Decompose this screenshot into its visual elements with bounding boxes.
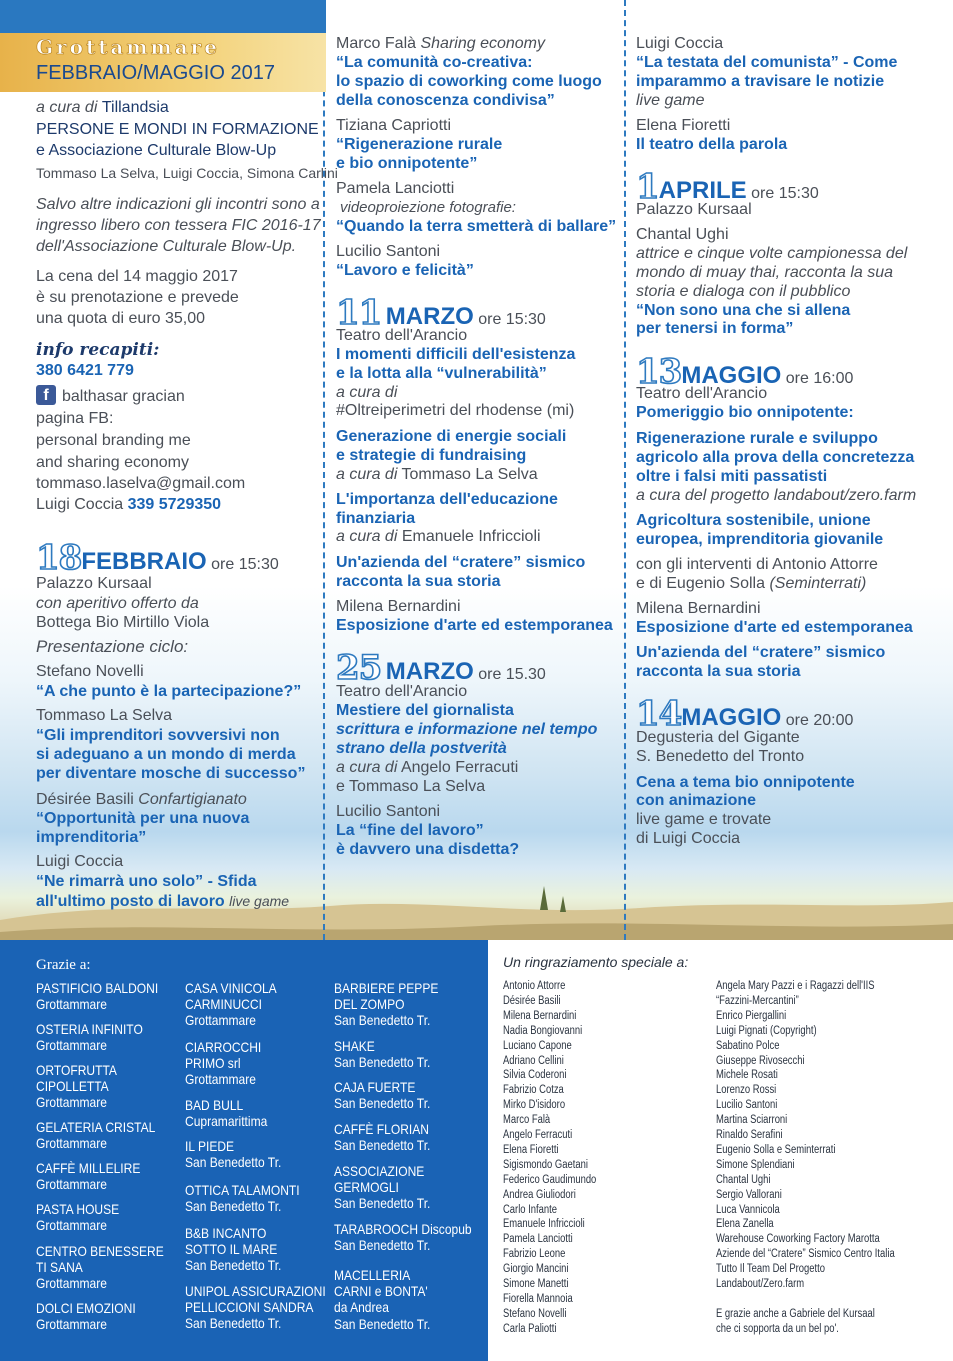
special-thanks-item: Sergio Vallorani (716, 1188, 782, 1201)
mar25-speaker: Lucilio Santoni (336, 803, 441, 820)
mar11-w1: Un'azienda del “cratere” sismico (336, 554, 586, 571)
sponsor-location: Grottammare (36, 996, 107, 1012)
may13-a2: europea, imprenditoria giovanile (636, 531, 884, 548)
sponsor-location: Grottammare (36, 1094, 107, 1110)
may13-m-name: Milena Bernardini (636, 600, 761, 617)
mar11-x-title: Esposizione d'arte ed estemporanea (336, 617, 613, 634)
facebook-page-2: personal branding me (36, 432, 191, 449)
event-feb-aperitivo-1: con aperitivo offerto da (36, 595, 199, 612)
sponsor-location: San Benedetto Tr. (185, 1257, 282, 1273)
event-feb-header: 18FEBBRAIO ore 15:30 (36, 538, 279, 578)
special-thanks-item: Sigismondo Gaetani (503, 1158, 588, 1171)
special-thanks-title: Un ringraziamento speciale a: (503, 954, 689, 970)
sponsor-name: TARABROOCH Discopub (334, 1221, 472, 1237)
sponsor-location: Grottammare (36, 1135, 107, 1151)
special-thanks-item: Luigi Pignati (Copyright) (716, 1024, 817, 1037)
feb-speaker-3: Désirée Basili Confartigianato (36, 791, 247, 808)
mar11-title-1: I momenti difficili dell'esistenza (336, 346, 576, 363)
may14-live-2: di Luigi Coccia (636, 830, 741, 847)
sponsor-name: B&B INCANTO (185, 1225, 267, 1241)
apr-venue: Palazzo Kursaal (636, 201, 752, 218)
mar11-u2: e strategie di fundraising (336, 447, 527, 464)
m2-title-1: “Rigenerazione rurale (336, 136, 503, 153)
special-thanks-item: Fabrizio Cotza (503, 1084, 564, 1097)
may14-title-1: Cena a tema bio onnipotente (636, 774, 855, 791)
sponsor-name: MACELLERIA (334, 1267, 411, 1283)
thanks-title: Grazie a: (36, 957, 91, 973)
special-thanks-item: Martina Sciarroni (716, 1114, 788, 1127)
special-thanks-item: Chantal Ughi (716, 1173, 771, 1186)
special-thanks-item: Andrea Giuliodori (503, 1188, 576, 1201)
special-thanks-item: Silvia Coderoni (503, 1069, 567, 1082)
event-mar25-header: 25 MARZO ore 15.30 (336, 648, 546, 688)
event-apr-header: 1APRILE ore 15:30 (636, 167, 819, 207)
special-thanks-item: Angela Mary Pazzi e i Ragazzi dell'IIS (716, 980, 875, 992)
mar25-title-3: strano della postverità (336, 740, 507, 757)
mar11-v1: L'importanza dell'educazione (336, 491, 558, 508)
intro-org1: PERSONE E MONDI IN FORMAZIONE (36, 121, 319, 138)
mar11-title-2: e la lotta alla “vulnerabilità” (336, 365, 547, 382)
special-thanks-item: Lucilio Santoni (716, 1099, 778, 1112)
period-title: FEBBRAIO/MAGGIO 2017 (36, 62, 275, 84)
facebook-name: balthasar gracian (62, 388, 185, 405)
sponsor-location: Grottammare (185, 1071, 256, 1087)
special-thanks-item: Pamela Lanciotti (503, 1233, 573, 1246)
special-thanks-item: Luciano Capone (503, 1039, 572, 1052)
m1-title-2: lo spazio di coworking come luogo (336, 73, 602, 90)
sponsor-name: CARNI e BONTA' (334, 1283, 428, 1299)
mar25-venue: Teatro dell'Arancio (336, 683, 468, 700)
m4-name: Lucilio Santoni (336, 243, 441, 260)
sponsor-location: San Benedetto Tr. (185, 1198, 282, 1214)
sponsor-location: Grottammare (36, 1217, 107, 1233)
special-thanks-item: Warehouse Coworking Factory Marotta (716, 1233, 880, 1246)
sponsor-name: ORTOFRUTTA (36, 1062, 117, 1078)
feb-title-2c: per diventare mosche di successo” (36, 765, 306, 782)
apr-desc-3: storia e dialoga con il pubblico (636, 283, 851, 300)
sponsor-name: CAJA FUERTE (334, 1079, 416, 1095)
sponsor-name: DEL ZOMPO (334, 996, 405, 1012)
contact-email[interactable]: tommaso.laselva@gmail.com (36, 475, 246, 492)
sponsor-name: CIPOLLETTA (36, 1078, 109, 1094)
mar25-s-title-1: La “fine del lavoro” (336, 822, 484, 839)
intro-note-1: Salvo altre indicazioni gli incontri sono a (36, 196, 320, 213)
sponsor-location: Grottammare (36, 1275, 107, 1291)
special-thanks-item: Emanuele Infriccioli (503, 1218, 585, 1231)
contact-2: Luigi Coccia 339 5729350 (36, 496, 222, 513)
column-divider-1 (323, 0, 325, 940)
contact-phone-1: 380 6421 779 (36, 362, 134, 379)
special-thanks-item: Michele Rosati (716, 1069, 778, 1082)
special-thanks-item: Stefano Novelli (503, 1307, 567, 1320)
m2-name: Tiziana Capriotti (336, 117, 452, 134)
special-thanks-item: Carla Paliotti (503, 1322, 557, 1335)
c3-title-2: imparammo a travisare le notizie (636, 73, 885, 90)
sponsor-location: San Benedetto Tr. (185, 1315, 282, 1331)
sponsor-name: CAFFÈ FLORIAN (334, 1121, 430, 1137)
sponsor-name: OSTERIA INFINITO (36, 1021, 143, 1037)
mar11-venue: Teatro dell'Arancio (336, 327, 468, 344)
apr-desc-1: attrice e cinque volte campionessa del (636, 245, 908, 262)
may14-live-1: live game e trovate (636, 811, 772, 828)
mar25-s-title-2: è davvero una disdetta? (336, 841, 520, 858)
special-thanks-item: Angelo Ferracuti (503, 1129, 573, 1141)
contacts-title: info recapiti: (36, 340, 160, 360)
mar11-v2: finanziaria (336, 510, 416, 527)
feb-title-4a: “Ne rimarrà uno solo” - Sfida (36, 873, 257, 890)
special-thanks-item: Rinaldo Serafini (716, 1129, 783, 1141)
sponsor-name: CAFFÈ MILLELIRE (36, 1160, 141, 1176)
may13-r1: Rigenerazione rurale e sviluppo (636, 430, 878, 447)
facebook-icon: f (36, 385, 56, 405)
may13-z2: racconta la sua storia (636, 663, 801, 680)
column-divider-2 (624, 0, 626, 940)
sponsor-name: TI SANA (36, 1259, 83, 1275)
mar11-x-name: Milena Bernardini (336, 598, 461, 615)
c3-name-1: Luigi Coccia (636, 35, 724, 52)
dinner-note-3: una quota di euro 35,00 (36, 310, 206, 327)
mar11-acura-org: #Oltreiperimetri del rhodense (mi) (336, 402, 575, 419)
feb-title-4b: all'ultimo posto di lavoro live game (36, 893, 290, 910)
sponsor-name: GELATERIA CRISTAL (36, 1119, 156, 1135)
sponsor-location: San Benedetto Tr. (334, 1054, 431, 1070)
m3-title: “Quando la terra smetterà di ballare” (336, 218, 617, 235)
special-thanks-item: Sabatino Polce (716, 1039, 780, 1052)
mar11-v-acura: a cura di Emanuele Infriccioli (336, 528, 541, 545)
apr-title-1: “Non sono una che si allena (636, 302, 851, 319)
event-feb-section: Presentazione ciclo: (36, 637, 189, 656)
sponsor-location: San Benedetto Tr. (334, 1095, 431, 1111)
dinner-note-1: La cena del 14 maggio 2017 (36, 268, 238, 285)
may13-title: Pomeriggio bio onnipotente: (636, 404, 854, 421)
mar11-u-acura: a cura di Tommaso La Selva (336, 466, 538, 483)
intro-people: Tommaso La Selva, Luigi Coccia, Simona Carlini (36, 165, 338, 181)
may14-venue-2: S. Benedetto del Tronto (636, 748, 805, 765)
may13-r2: agricolo alla prova della concretezza (636, 449, 915, 466)
sponsor-name: CIARROCCHI (185, 1039, 262, 1055)
facebook-page-3: and sharing economy (36, 454, 189, 471)
m4-title: “Lavoro e felicità” (336, 262, 474, 279)
sponsor-name: PASTA HOUSE (36, 1201, 120, 1217)
special-thanks-item: Mirko D'isidoro (503, 1099, 566, 1112)
sponsor-name: PASTIFICIO BALDONI (36, 980, 159, 996)
sponsor-name: SOTTO IL MARE (185, 1241, 278, 1257)
special-thanks-item: Marco Falà (503, 1114, 551, 1127)
may13-r3: oltre i falsi miti passatisti (636, 468, 828, 485)
special-thanks-item: Giorgio Mancini (503, 1263, 569, 1276)
special-thanks-item: Giuseppe Rivosecchi (716, 1054, 805, 1067)
special-thanks-item: Fabrizio Leone (503, 1248, 566, 1261)
sponsor-name: PELLICCIONI SANDRA (185, 1299, 314, 1315)
special-thanks-item: Fiorella Mannoia (503, 1292, 573, 1305)
sponsor-location: Cupramarittima (185, 1113, 268, 1129)
intro-note-2: ingresso libero con tessera FIC 2016-17 (36, 217, 321, 234)
feb-title-2a: “Gli imprenditori sovversivi non (36, 727, 280, 744)
may14-venue-1: Degusteria del Gigante (636, 729, 800, 746)
feb-title-1: “A che punto è la partecipazione?” (36, 683, 302, 700)
mar11-w2: racconta la sua storia (336, 573, 501, 590)
may13-c2: e di Eugenio Solla (Seminterrati) (636, 575, 867, 592)
sponsor-location: Grottammare (36, 1316, 107, 1332)
c3-title-1: “La testata del comunista” - Come (636, 54, 898, 71)
intro-org2: e Associazione Culturale Blow-Up (36, 142, 277, 159)
special-thanks-item: Adriano Cellini (503, 1054, 564, 1067)
may13-m-title: Esposizione d'arte ed estemporanea (636, 619, 913, 636)
sponsor-name: CARMINUCCI (185, 996, 262, 1012)
event-may13-header: 13MAGGIO ore 16:00 (636, 352, 854, 392)
special-thanks-item: Carlo Infante (503, 1203, 558, 1216)
may14-title-2: con animazione (636, 792, 757, 809)
feb-title-3b: imprenditoria” (36, 829, 147, 846)
event-mar11-header: 11 MARZO ore 15:30 (336, 293, 546, 333)
city-title: Grottammare (36, 35, 220, 59)
special-thanks-item: Tutto Il Team Del Progetto (716, 1263, 826, 1276)
mar11-acura: a cura di (336, 384, 398, 401)
event-feb-venue: Palazzo Kursaal (36, 575, 152, 592)
sponsor-name: UNIPOL ASSICURAZIONI (185, 1283, 326, 1299)
sponsor-location: San Benedetto Tr. (334, 1137, 431, 1153)
special-thanks-item: Simone Splendiani (716, 1158, 795, 1171)
c3-title-3: Il teatro della parola (636, 136, 788, 153)
sponsor-name: OTTICA TALAMONTI (185, 1182, 300, 1198)
special-thanks-item: Elena Fioretti (503, 1143, 559, 1156)
mar25-acura: a cura di Angelo Ferracuti (336, 759, 519, 776)
special-thanks-item: Lorenzo Rossi (716, 1084, 777, 1097)
c3-name-2: Elena Fioretti (636, 117, 731, 134)
special-thanks-item: Enrico Piergallini (716, 1009, 787, 1022)
special-thanks-item: Elena Zanella (716, 1218, 774, 1231)
sponsor-location: Grottammare (36, 1176, 107, 1192)
may13-a1: Agricoltura sostenibile, unione (636, 512, 871, 529)
facebook-page-1: pagina FB: (36, 410, 114, 427)
m1-name: Marco Falà Sharing economy (336, 35, 545, 52)
sponsor-name: BARBIERE PEPPE (334, 980, 439, 996)
m3-sub: videoproiezione fotografie: (340, 199, 516, 216)
feb-title-2b: si adeguano a un mondo di merda (36, 746, 296, 763)
sponsor-location: Grottammare (185, 1012, 256, 1028)
sponsor-location: San Benedetto Tr. (334, 1237, 431, 1253)
sponsor-name: BAD BULL (185, 1097, 244, 1113)
sponsor-name: CASA VINICOLA (185, 980, 277, 996)
mar11-u1: Generazione di energie sociali (336, 428, 567, 445)
may13-venue: Teatro dell'Arancio (636, 385, 768, 402)
dinner-note-2: è su prenotazione e prevede (36, 289, 239, 306)
special-thanks-item: “Fazzini-Mercantini” (716, 994, 799, 1007)
feb-speaker-4: Luigi Coccia (36, 853, 124, 870)
special-thanks-item: Landabout/Zero.farm (716, 1278, 805, 1290)
sponsor-name: GERMOGLI (334, 1179, 399, 1195)
feb-title-3a: “Opportunità per una nuova (36, 810, 250, 827)
may13-c1: con gli interventi di Antonio Attorre (636, 556, 878, 573)
apr-desc-2: mondo di muay thai, racconta la sua (636, 264, 894, 281)
special-thanks-item: Désirée Basili (503, 994, 561, 1007)
c3-live: live game (636, 92, 705, 109)
sponsor-location: San Benedetto Tr. (334, 1195, 431, 1211)
may13-r-acura: a cura del progetto landabout/zero.farm (636, 487, 917, 504)
sponsor-name: SHAKE (334, 1038, 375, 1054)
feb-speaker-2: Tommaso La Selva (36, 707, 173, 724)
sponsor-name: CENTRO BENESSERE (36, 1243, 164, 1259)
apr-name: Chantal Ughi (636, 226, 729, 243)
header-top-bar (0, 0, 326, 33)
sponsor-name: ASSOCIAZIONE (334, 1163, 425, 1179)
sponsor-name: DOLCI EMOZIONI (36, 1300, 136, 1316)
mar25-title-1: Mestiere del giornalista (336, 702, 514, 719)
sponsor-name: PRIMO srl (185, 1055, 241, 1071)
may13-z1: Un'azienda del “cratere” sismico (636, 644, 886, 661)
intro-note-3: dell'Associazione Culturale Blow-Up. (36, 238, 297, 255)
special-thanks-item: Aziende del “Cratere” Sismico Centro Italia (716, 1248, 895, 1261)
special-thanks-item: Antonio Attorre (503, 980, 566, 992)
feb-speaker-1: Stefano Novelli (36, 663, 144, 680)
mar25-title-2: scrittura e informazione nel tempo (336, 721, 598, 738)
special-thanks-item: Nadia Bongiovanni (503, 1024, 583, 1037)
sponsor-location: Grottammare (36, 1037, 107, 1053)
sponsor-location: San Benedetto Tr. (334, 1316, 431, 1332)
special-thanks-item: che ci sopporta da un bel po'. (716, 1322, 839, 1335)
m1-title-1: “La comunità co-creativa: (336, 54, 533, 71)
special-thanks-item: Eugenio Solla e Seminterrati (716, 1143, 836, 1156)
mar25-acura-2: e Tommaso La Selva (336, 778, 486, 795)
m3-name: Pamela Lanciotti (336, 180, 455, 197)
special-thanks-item: Luca Vannicola (716, 1203, 780, 1216)
special-thanks-item: E grazie anche a Gabriele del Kursaal (716, 1307, 875, 1320)
intro-acura: a cura di Tillandsia (36, 99, 169, 116)
sponsor-location: San Benedetto Tr. (334, 1012, 431, 1028)
sponsor-name: IL PIEDE (185, 1138, 235, 1154)
sponsor-location: da Andrea (334, 1299, 389, 1315)
m1-title-3: della conoscenza condivisa” (336, 92, 555, 109)
m2-title-2: e bio onnipotente” (336, 155, 478, 172)
event-may14-header: 14MAGGIO ore 20:00 (636, 694, 854, 734)
special-thanks-item: Simone Manetti (503, 1278, 569, 1290)
apr-title-2: per tenersi in forma” (636, 320, 794, 337)
sponsor-location: San Benedetto Tr. (185, 1154, 282, 1170)
event-feb-aperitivo-2: Bottega Bio Mirtillo Viola (36, 614, 210, 631)
special-thanks-item: Federico Gaudimundo (503, 1173, 597, 1186)
special-thanks-item: Milena Bernardini (503, 1009, 577, 1022)
